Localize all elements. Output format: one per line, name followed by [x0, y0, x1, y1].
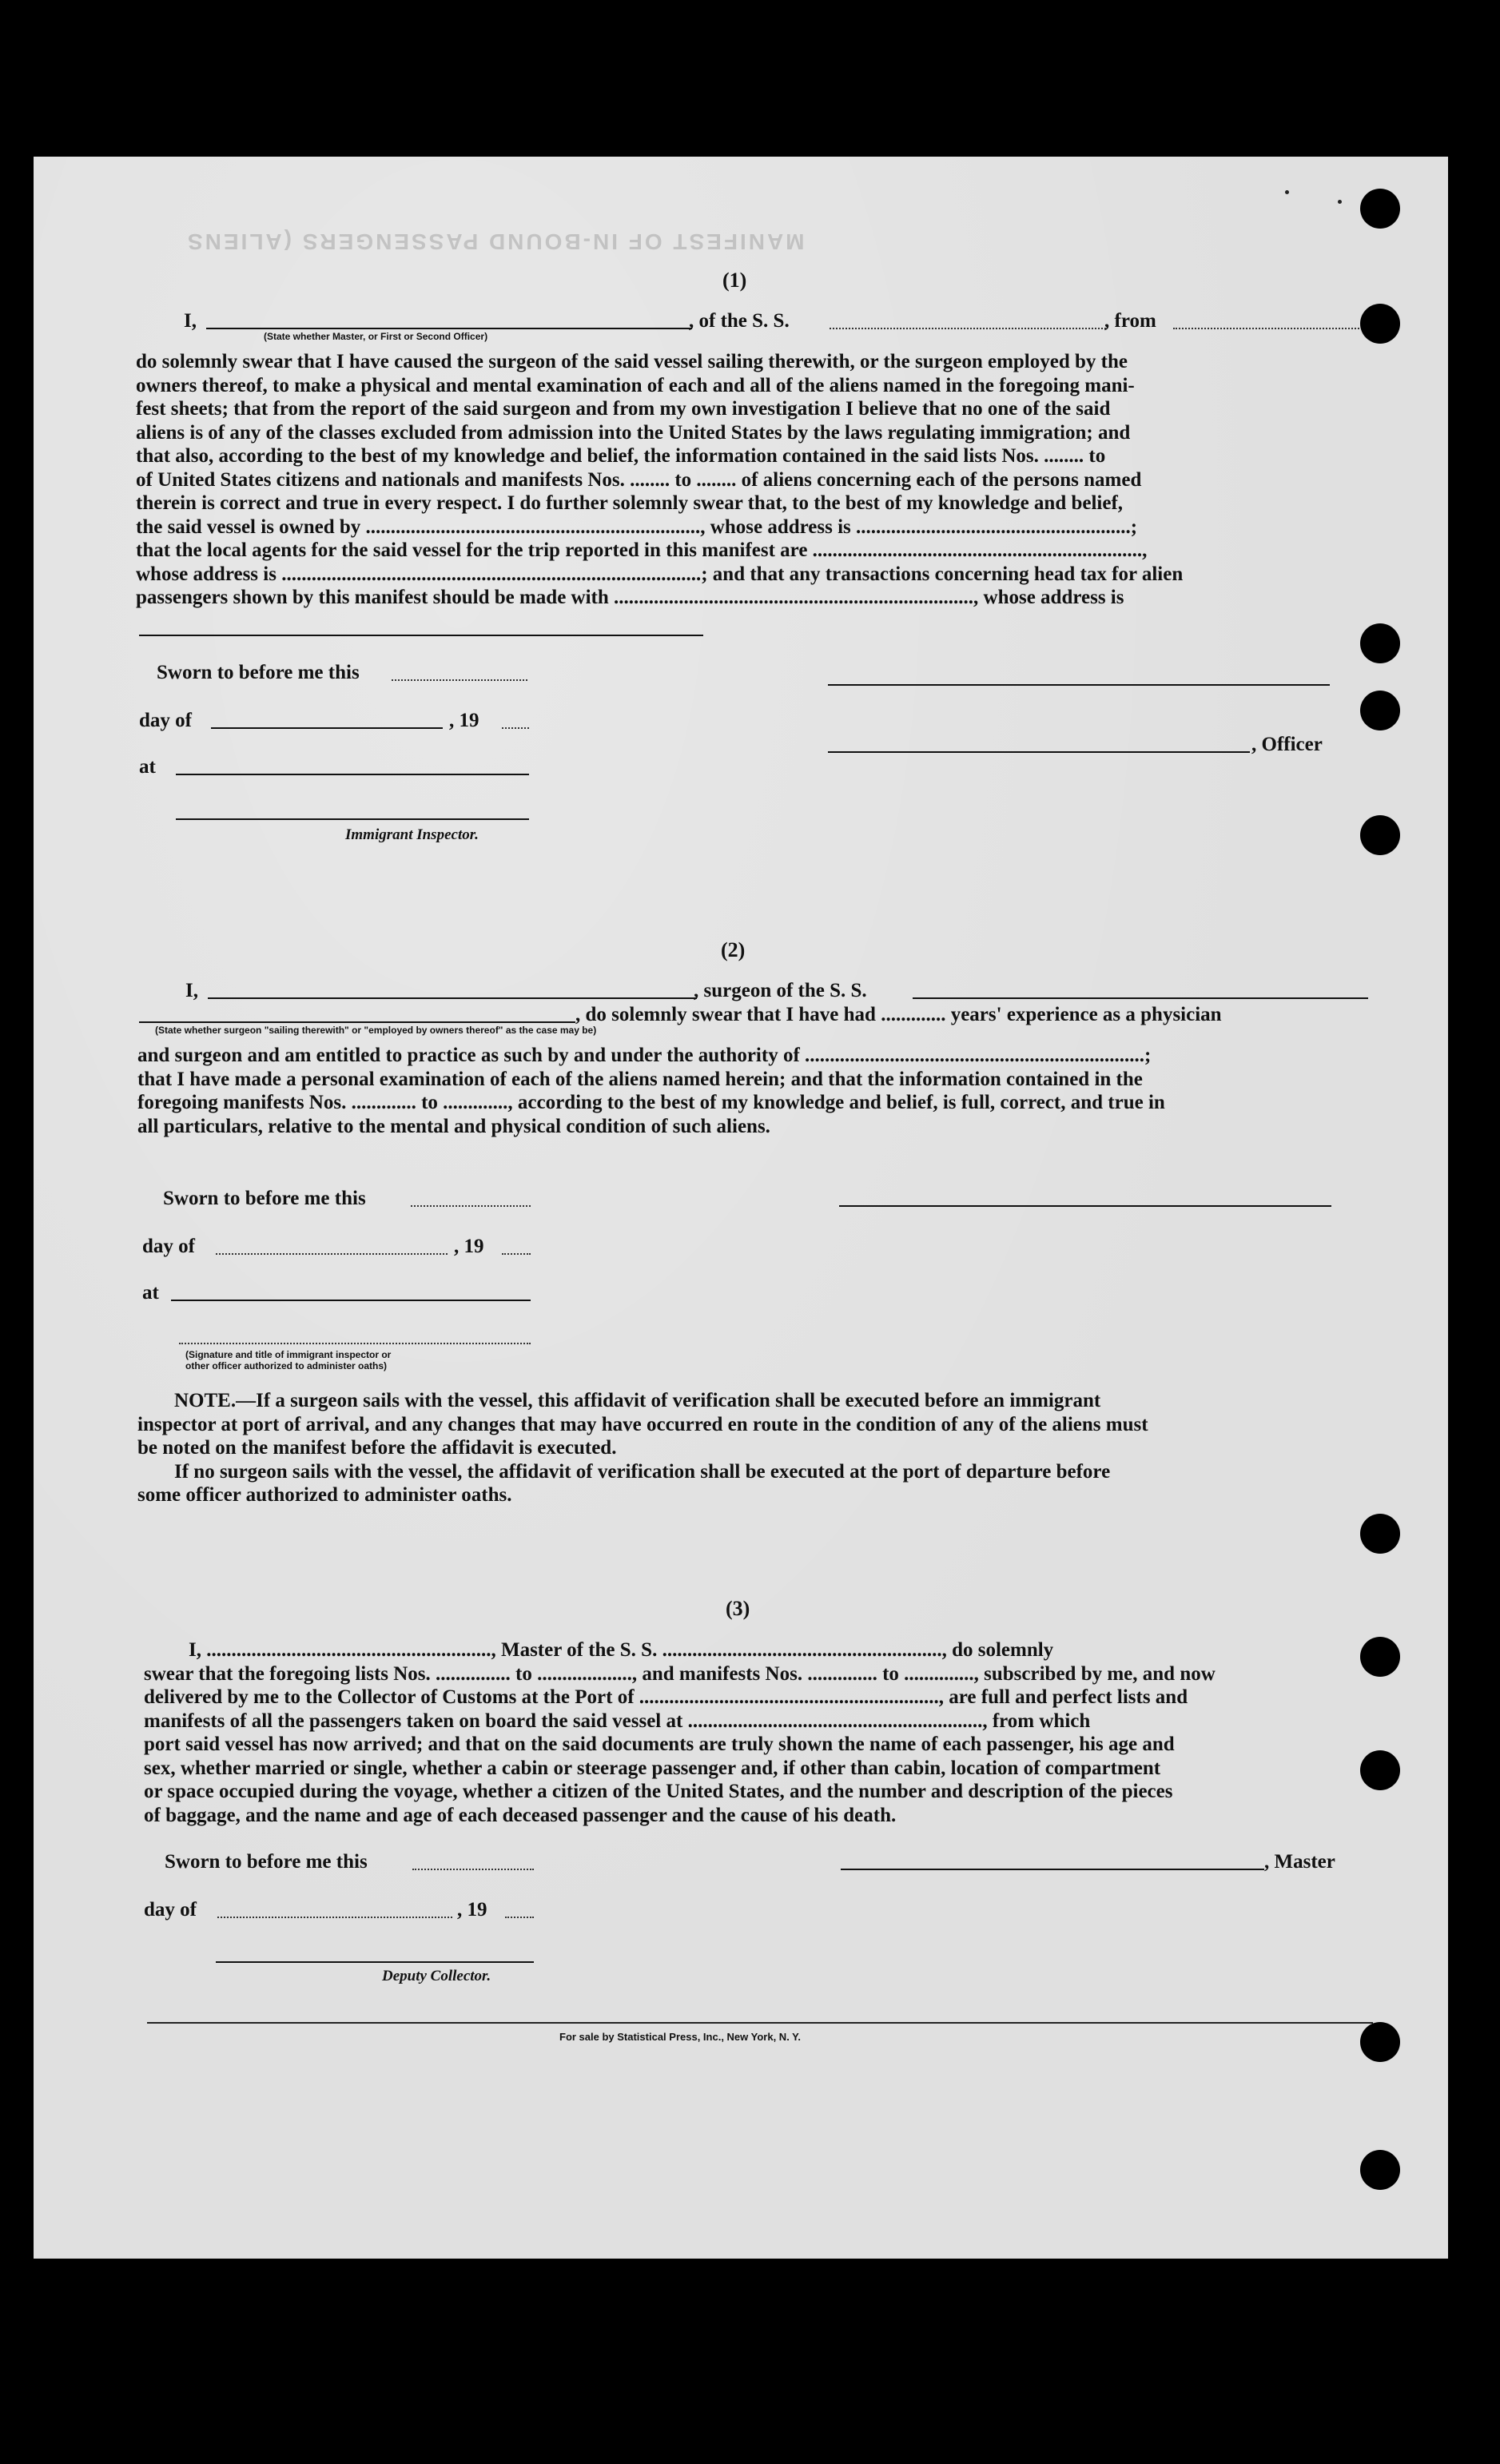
year-field-1[interactable] [502, 727, 529, 729]
note-line: be noted on the manifest before the affidavit is executed. [137, 1437, 617, 1459]
punch-hole [1360, 304, 1400, 344]
sworn-day-field-1[interactable] [392, 679, 527, 681]
deputy-label: Deputy Collector. [382, 1968, 491, 1984]
section-1-line: aliens is of any of the classes excluded from admission into the United States by the laws regulating immigration; and [136, 421, 1131, 444]
day-of-label-3: day of [144, 1899, 197, 1921]
year-field-3[interactable] [505, 1917, 534, 1918]
section-1-line: that also, according to the best of my knowledge and belief, the information contained in the said lists Nos. ........ to [136, 445, 1106, 467]
year-label-2: , 19 [454, 1236, 484, 1257]
vessel-name-field[interactable] [830, 328, 1106, 329]
note-line: some officer authorized to administer oaths. [137, 1484, 512, 1506]
note-line: inspector at port of arrival, and any changes that may have occurred en route in the condition of any of the aliens must [137, 1413, 1148, 1435]
punch-hole [1360, 189, 1400, 229]
sig-hint-1: (Signature and title of immigrant inspector or [185, 1349, 392, 1360]
surgeon-vessel-field[interactable] [913, 997, 1368, 999]
note-line: If no surgeon sails with the vessel, the affidavit of verification shall be executed at the port of departure before [174, 1460, 1111, 1483]
year-field-2[interactable] [502, 1253, 531, 1255]
section-2-number: (2) [721, 938, 746, 961]
year-label-3: , 19 [457, 1899, 487, 1921]
footer-rule [147, 2022, 1373, 2024]
at-label-1: at [139, 756, 156, 778]
section-1-line: the said vessel is owned by ..................................................................., whose address is .......................................................; [136, 515, 1138, 538]
day-of-field-3[interactable] [217, 1917, 452, 1918]
from-port-field[interactable] [1173, 328, 1365, 329]
day-of-field-1[interactable] [211, 727, 443, 729]
deputy-signature-field[interactable] [216, 1961, 534, 1963]
section-2-i-label: I, [185, 980, 198, 1001]
section-3-line: port said vessel has now arrived; and that on the said documents are truly shown the name of each passenger, his age and [144, 1734, 1175, 1755]
section-1-line: of United States citizens and nationals and manifests Nos. ........ to ........ of aliens concerning each of the persons named [136, 468, 1142, 491]
speck [1338, 200, 1342, 204]
surgeon-vessel-label: , surgeon of the S. S. [694, 980, 867, 1001]
section-3-line: I, ........................................................., Master of the S. S. ........................................................, do solemnly [189, 1639, 1054, 1661]
form-page [34, 157, 1448, 2259]
section-2-line: all particulars, relative to the mental and physical condition of such aliens. [137, 1115, 770, 1137]
section-2-line: foregoing manifests Nos. ............. to ............., according to the best of my knowledge and belief, is full, correct, and true in [137, 1092, 1165, 1113]
section-2-body [137, 1044, 1367, 1138]
sworn-label-2: Sworn to before me this [163, 1188, 366, 1209]
punch-hole [1360, 691, 1400, 730]
officer-name-field[interactable] [206, 328, 692, 329]
section-1-i-label: I, [184, 310, 197, 332]
officer-hint: (State whether Master, or First or Second Officer) [264, 331, 488, 342]
surgeon-swear-line: , do solemnly swear that I have had ............. years' experience as a physician [575, 1004, 1222, 1025]
section-2-line: that I have made a personal examination of each of the aliens named herein; and that the information contained in the [137, 1068, 1143, 1090]
punch-hole [1360, 815, 1400, 855]
day-of-field-2[interactable] [216, 1253, 448, 1255]
speck [1285, 190, 1289, 194]
note-body [137, 1389, 1371, 1507]
note-line: NOTE.—If a surgeon sails with the vessel, this affidavit of verification shall be executed before an immigrant [174, 1390, 1101, 1411]
bleed-through-heading: MANIFEST OF IN-BOUND PASSENGERS (ALIENS [185, 229, 805, 254]
section-3-line: of baggage, and the name and age of each deceased passenger and the cause of his death. [144, 1804, 897, 1826]
section-3-line: delivered by me to the Collector of Customs at the Port of ............................................................, are full and perfect lists and [144, 1686, 1188, 1708]
officer-label: , Officer [1251, 734, 1323, 755]
section-1-line: fest sheets; that from the report of the said surgeon and from my own investigation I believe that no one of the said [136, 398, 1111, 420]
sworn-label-3: Sworn to before me this [165, 1851, 368, 1873]
section-3-body [144, 1638, 1371, 1827]
at-field-1[interactable] [176, 774, 529, 775]
section-1-line: passengers shown by this manifest should be made with ........................................................................, whose address is [136, 587, 1124, 608]
sworn-label-1: Sworn to before me this [157, 662, 360, 683]
signature-field-1[interactable] [828, 684, 1330, 686]
from-label: , from [1104, 310, 1156, 332]
at-label-2: at [142, 1282, 159, 1304]
punch-hole [1360, 2150, 1400, 2190]
section-3-line: sex, whether married or single, whether a cabin or steerage passenger and, if other than cabin, location of compartment [144, 1757, 1161, 1779]
day-of-label-1: day of [139, 710, 192, 731]
punch-hole [1360, 2022, 1400, 2062]
officer-signature-field[interactable] [828, 751, 1250, 753]
section-3-line: swear that the foregoing lists Nos. ............... to ..................., and manifests Nos. .............. to .............., subscribed by me, and now [144, 1662, 1216, 1685]
inspector-signature-field[interactable] [176, 818, 529, 820]
surgeon-hint: (State whether surgeon "sailing therewith" or "employed by owners thereof" as the case may be) [155, 1025, 597, 1036]
section-1-body [136, 350, 1365, 610]
master-label: , Master [1264, 1851, 1335, 1873]
year-label-1: , 19 [449, 710, 479, 731]
day-of-label-2: day of [142, 1236, 195, 1257]
master-signature-field[interactable] [841, 1869, 1264, 1870]
punch-hole [1360, 1514, 1400, 1554]
inspector-label: Immigrant Inspector. [345, 826, 479, 843]
section-1-number: (1) [722, 269, 747, 292]
sworn-day-field-3[interactable] [412, 1869, 534, 1870]
punch-hole [1360, 1637, 1400, 1677]
sig-hint-2: other officer authorized to administer oaths) [185, 1360, 388, 1371]
signature-field-2[interactable] [839, 1205, 1331, 1207]
section-1-line: that the local agents for the said vessel for the trip reported in this manifest are .................................................................., [136, 539, 1148, 561]
section-1-line: do solemnly swear that I have caused the surgeon of the said vessel sailing therewith, or the surgeon employed by the [136, 351, 1128, 372]
agent-address-field[interactable] [139, 635, 703, 636]
surgeon-name-field[interactable] [208, 997, 697, 999]
inspector-signature-field-2[interactable] [179, 1343, 531, 1344]
section-3-number: (3) [726, 1597, 750, 1620]
section-1-line: whose address is ....................................................................................; and that any transactions concerning head tax for alien [136, 563, 1184, 585]
sworn-day-field-2[interactable] [411, 1205, 531, 1207]
section-2-line: and surgeon and am entitled to practice as such by and under the authority of ....................................................................; [137, 1045, 1152, 1066]
surgeon-status-field[interactable] [139, 1021, 575, 1023]
punch-hole [1360, 623, 1400, 663]
footer-imprint: For sale by Statistical Press, Inc., New York, N. Y. [559, 2031, 802, 2043]
section-1-line: therein is correct and true in every respect. I do further solemnly swear that, to the best of my knowledge and belief, [136, 492, 1124, 514]
punch-hole [1360, 1750, 1400, 1790]
section-3-line: manifests of all the passengers taken on board the said vessel at ..........................................................., from which [144, 1710, 1091, 1732]
at-field-2[interactable] [171, 1300, 531, 1301]
vessel-label: , of the S. S. [689, 310, 790, 332]
section-3-line: or space occupied during the voyage, whether a citizen of the United States, and the number and description of the pieces [144, 1781, 1173, 1802]
section-1-line: owners thereof, to make a physical and mental examination of each and all of the aliens named in the foregoing mani- [136, 374, 1135, 396]
